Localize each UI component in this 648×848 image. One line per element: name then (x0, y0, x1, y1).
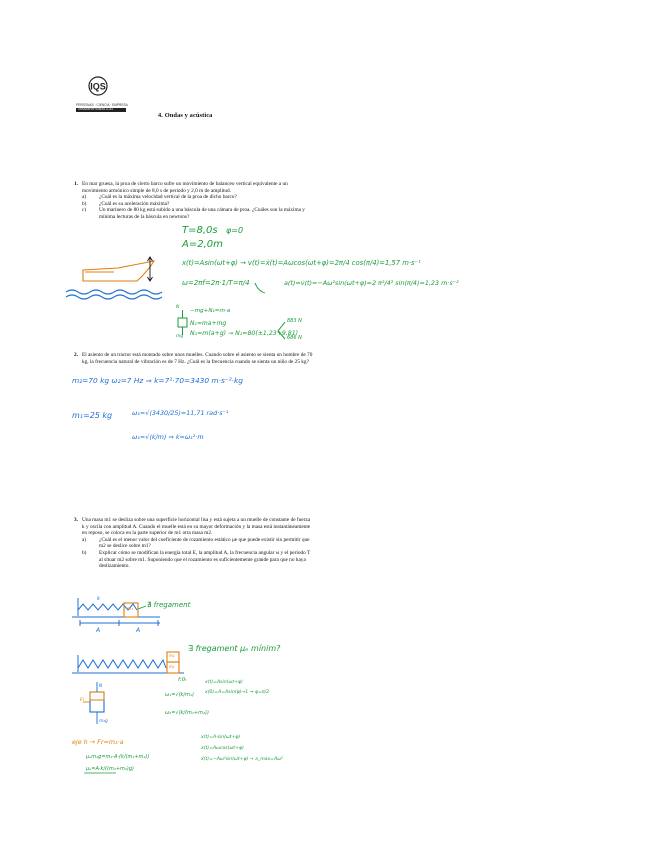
hw-eje: eje h → Fr=m₂·a (72, 738, 124, 746)
hw-m1-label: m₁ (127, 607, 134, 612)
water-waves (66, 290, 162, 299)
problem-number: 1. (74, 181, 78, 187)
hw-v-t: ẋ(t)=Aωcos(ωt+φ) (201, 746, 244, 751)
hw-forces-2: N₁=ma+mg (190, 320, 227, 327)
logo-text: IQS (90, 81, 106, 92)
boat-sketch (83, 261, 154, 281)
item-label: b) (82, 549, 87, 556)
item-label: b) (82, 200, 87, 207)
problem-statement: El asiento de un tractor está montado sobre unos muelles. Cuando sobre el asiento se sienta un hombre de 70 kg, la frecuencia natural de vibración es de 7 Hz. ¿Cuál es la frecuencia cuando se sienta un niño de 25 kg? (82, 352, 313, 365)
hw-forces-3: N₁=m(a+g) → N₁=80(±1,23+9,81) (190, 330, 299, 337)
problem-statement: Una masa m1 se desliza sobre una superficie horizontal lisa y está sujeta a un muelle de constante de fuerza k y oscila con amplitud A. Cuando el muelle está en su mayor deformación y la masa está instantáneamente en reposo, se coloca en la parte superior de m1 otra masa m2. (82, 517, 311, 537)
section-title: 4. Ondas y acústica (158, 112, 213, 119)
item-text: Un marinero de 80 kg está subido a una báscula de una cámara de proa. ¿Cuáles son la máxima y mínima lecturas de la báscula en newtons? (99, 207, 305, 220)
item-text: Explicar cómo se modifican la energía total E, la amplitud A, la frecuencia angular ω y el periodo T al situar m2 sobre m1. Suponiendo que el rozamiento es suficientemente grande para que no haya deslizamiento. (99, 549, 311, 570)
hw-x-t2: x(t)=A·sin(ωt+φ) (201, 735, 241, 740)
problem-2 (74, 352, 314, 365)
problem-number: 2. (74, 352, 78, 358)
hw-friction-1: ∄ fregament (147, 601, 191, 609)
problem-item (82, 537, 314, 550)
hw-given-phi: φ=0 (226, 226, 244, 235)
hw-fr: Fr (80, 698, 85, 703)
hw-p2-line1: m₂=70 kg ω₂=7 Hz ⇒ k=7²·70=3430 m·s⁻²·kg (72, 376, 243, 385)
hw-omega1: ω₁=√(k/m₁) (165, 692, 194, 698)
hw-x-equation: x(t)=Asin(ωt+φ) → v(t)=ẋ(t)=Aωcos(ωt+φ)=2π/4 cos(π/4)=1,57 m·s⁻¹ (182, 259, 421, 267)
item-label: a) (82, 536, 87, 543)
item-text: ¿Cuál es el menor valor del coeficiente de rozamiento estático μe que puede existir sin permitir que m2 se deslice sobre m1? (99, 536, 310, 550)
hw-p2-omega1: ω₁=√(3430/25)=11,71 rad·s⁻¹ (132, 409, 229, 417)
item-text: ¿Cuál es la máxima velocidad vertical de la proa de dicho barco? (99, 194, 237, 201)
hw-phi0: f:0ᵣ (178, 677, 187, 683)
hw-m2-label: m₂ (169, 653, 175, 658)
hw-x0: x(0)=A=Asin(φ)→1 ⇒ φ=π/2 (205, 690, 270, 695)
hw-mg-label: m₂g (99, 719, 108, 724)
hw-forces-1: −mg+N₁=m·a (190, 308, 231, 314)
hw-label-mg: mg (176, 334, 184, 339)
logo-bar: UNIVERSITAT RAMON LLULL (76, 108, 126, 112)
hw-omega2: ω₂=√(k/(m₁+m₂)) (165, 710, 209, 716)
hw-x-t: x(t)=Asin(ωt+φ) (205, 680, 243, 685)
problem-item (82, 550, 314, 570)
hw-p2-m1: m₁=25 kg (72, 411, 113, 420)
hw-label-N: N (176, 305, 180, 310)
item-label: c) (82, 207, 87, 214)
logo-subtitle: PERSONAS · CIENCIA · EMPRESA (76, 103, 128, 107)
hw-a-equation: a(t)=v̇(t)=−Aω²sin(ωt+φ)=2 π²/4² sin(π/4)=1,23 m·s⁻² (284, 279, 459, 287)
hw-friction-2: ∃ fregament μₑ mínim? (188, 644, 281, 653)
hw-given-T: T=8,0s (182, 225, 218, 236)
hw-p2-k: ω₁=√(k/m) ⇒ k=ω₁²·m (132, 433, 204, 441)
friction-arrow-1 (138, 606, 146, 609)
hw-N-label: N (99, 684, 103, 689)
hw-mu-2: μₑ=A·k/((m₁+m₂)g) (86, 766, 134, 772)
hw-m1-label-2: m₁ (169, 664, 175, 669)
hw-k-label: k (97, 596, 100, 602)
hw-given-A: A=2,0m (182, 239, 223, 250)
hw-omega: ω=2πf=2π·1/T=π/4 (182, 279, 250, 287)
problem-3 (74, 517, 314, 570)
problem-number: 3. (74, 517, 78, 523)
hw-a-t: ẍ(t)=−Aω²sin(ωt+φ) → a_max=Aω² (201, 757, 283, 762)
hw-A-label-2: A (136, 627, 141, 634)
hw-result-max: 883 N (287, 318, 302, 324)
hw-A-label-1: A (96, 627, 101, 634)
ink-arrows-p1 (255, 283, 265, 293)
item-text: ¿Cuál es su aceleración máxima? (99, 200, 170, 207)
hw-result-min: 686 N (287, 335, 302, 341)
item-label: a) (82, 194, 87, 201)
hw-mu-1: μₑm₂g=m₂·A·(k/(m₁+m₂)) (86, 754, 150, 760)
problem-statement: En mar gruesa, la proa de cierto barco sufre un movimiento de balanceo vertical equivalente a un movimiento armónico simple de 8,0 s de periodo y 2,0 m de amplitud. (82, 181, 288, 194)
